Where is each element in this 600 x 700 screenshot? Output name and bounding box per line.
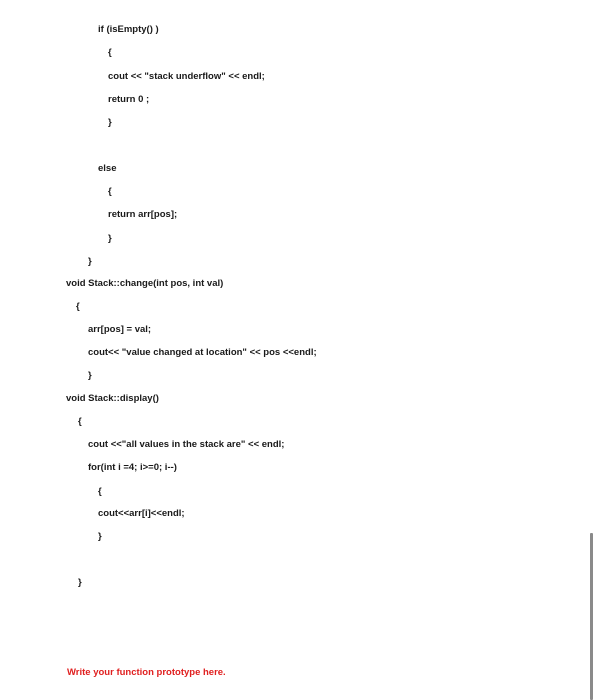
code-line: { — [108, 47, 112, 58]
code-line: cout<< "value changed at location" << pos <<endl; — [88, 347, 317, 358]
code-line: } — [108, 233, 112, 244]
code-line: } — [108, 117, 112, 128]
code-line: { — [98, 486, 102, 497]
code-line: arr[pos] = val; — [88, 324, 152, 335]
code-line: if (isEmpty() ) — [98, 24, 159, 35]
code-line: return 0 ; — [108, 94, 150, 105]
code-line: cout << "stack underflow" << endl; — [108, 71, 265, 82]
code-line: } — [88, 256, 92, 267]
code-line: { — [108, 186, 112, 197]
code-line: for(int i =4; i>=0; i--) — [88, 462, 177, 473]
code-line: void Stack::change(int pos, int val) — [66, 278, 224, 289]
function-prototype-prompt: Write your function prototype here. — [67, 667, 226, 678]
code-line: return arr[pos]; — [108, 209, 178, 220]
code-line: } — [88, 370, 92, 381]
code-line: else — [98, 163, 117, 174]
code-line: { — [78, 416, 82, 427]
code-line: cout<<arr[i]<<endl; — [98, 508, 185, 519]
code-line: } — [98, 531, 102, 542]
code-line: void Stack::display() — [66, 393, 159, 404]
vertical-scrollbar[interactable] — [590, 533, 593, 700]
code-line: cout <<"all values in the stack are" << endl; — [88, 439, 285, 450]
code-line: } — [78, 577, 82, 588]
code-line: { — [76, 301, 80, 312]
